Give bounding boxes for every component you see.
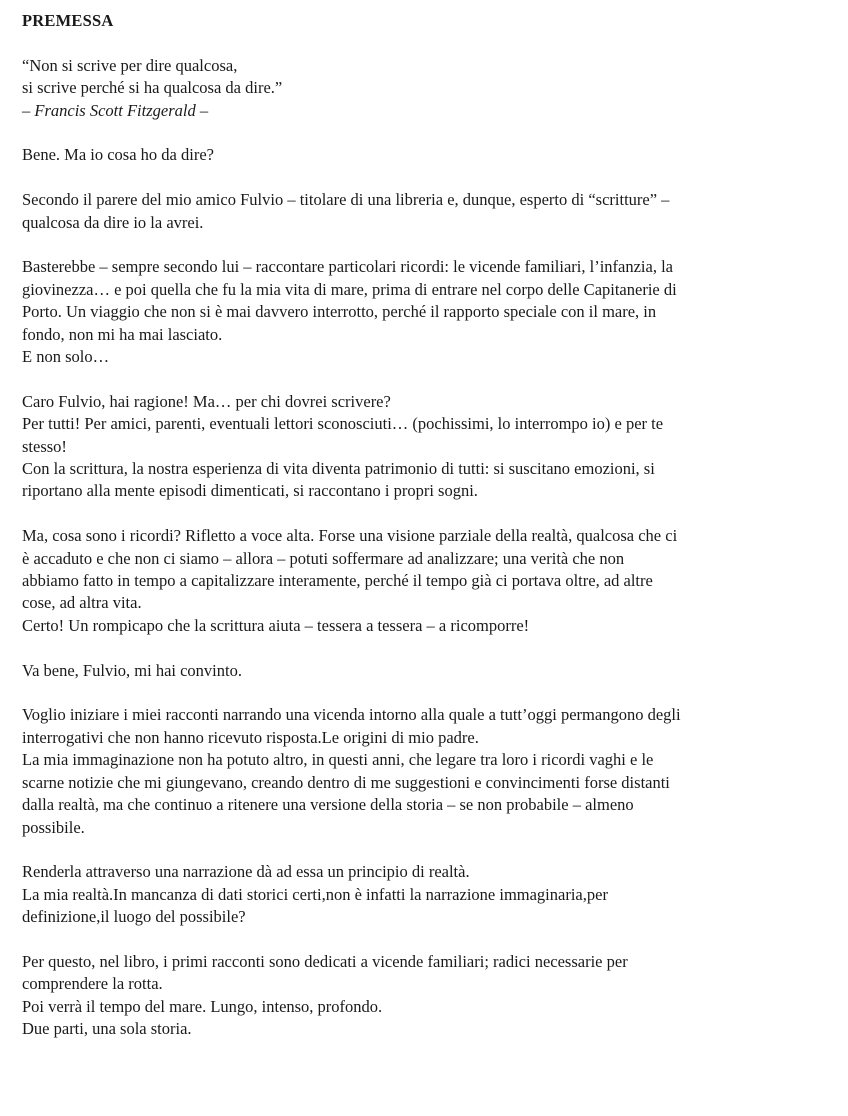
epigraph-line: “Non si scrive per dire qualcosa,: [22, 55, 238, 75]
text-line: stesso!: [22, 436, 67, 456]
text-line: Due parti, una sola storia.: [22, 1019, 192, 1039]
text-line: riportano alla mente episodi dimenticati, si raccontano i propri sogni.: [22, 481, 478, 501]
paragraph: [22, 525, 840, 637]
paragraph: [22, 144, 840, 166]
text-line: Per tutti! Per amici, parenti, eventuali lettori sconosciuti… (pochissimi, lo interrompo io) e per te: [22, 414, 664, 434]
text-line: Renderla attraverso una narrazione dà ad essa un principio di realtà.: [22, 862, 470, 882]
text-line: giovinezza… e poi quella che fu la mia vita di mare, prima di entrare nel corpo delle Capitanerie di: [22, 279, 677, 299]
text-line: Voglio iniziare i miei racconti narrando una vicenda intorno alla quale a tutt’oggi permangono degli: [22, 705, 681, 725]
text-line: possibile.: [22, 817, 85, 837]
text-line: Porto. Un viaggio che non si è mai davvero interrotto, perché il rapporto speciale con il mare, in: [22, 302, 657, 322]
body-text: [22, 144, 840, 1040]
paragraph: [22, 660, 840, 682]
paragraph: [22, 704, 840, 838]
text-line: Va bene, Fulvio, mi hai convinto.: [22, 660, 242, 680]
paragraph: [22, 189, 840, 234]
text-line: Bene. Ma io cosa ho da dire?: [22, 145, 214, 165]
text-line: Per questo, nel libro, i primi racconti sono dedicati a vicende familiari; radici necessarie per: [22, 951, 628, 971]
text-line: è accaduto e che non ci siamo – allora – potuti soffermare ad analizzare; una verità che non: [22, 548, 625, 568]
text-line: Secondo il parere del mio amico Fulvio – titolare di una libreria e, dunque, esperto di “scritture” –: [22, 190, 670, 210]
text-line: comprendere la rotta.: [22, 974, 163, 994]
text-line: Caro Fulvio, hai ragione! Ma… per chi dovrei scrivere?: [22, 391, 391, 411]
epigraph-author: – Francis Scott Fitzgerald –: [22, 100, 209, 120]
text-line: La mia immaginazione non ha potuto altro, in questi anni, che legare tra loro i ricordi vaghi e le: [22, 750, 654, 770]
section-title: PREMESSA: [22, 11, 114, 30]
text-line: E non solo…: [22, 347, 110, 367]
text-line: dalla realtà, ma che continuo a ritenere una versione della storia – se non probabile – almeno: [22, 795, 634, 815]
text-line: Ma, cosa sono i ricordi? Rifletto a voce alta. Forse una visione parziale della realtà, qualcosa che ci: [22, 526, 678, 546]
text-line: Poi verrà il tempo del mare. Lungo, intenso, profondo.: [22, 996, 383, 1016]
paragraph: [22, 256, 840, 368]
text-line: Basterebbe – sempre secondo lui – raccontare particolari ricordi: le vicende familiari, l’infanzia, la: [22, 257, 674, 277]
text-line: La mia realtà.In mancanza di dati storici certi,non è infatti la narrazione immaginaria,per: [22, 884, 608, 904]
text-line: abbiamo fatto in tempo a capitalizzare interamente, perché il tempo già ci portava oltre, ad altre: [22, 571, 653, 591]
text-line: interrogativi che non hanno ricevuto risposta.Le origini di mio padre.: [22, 727, 479, 747]
text-line: Con la scrittura, la nostra esperienza di vita diventa patrimonio di tutti: si suscitano emozioni, si: [22, 459, 655, 479]
text-line: qualcosa da dire io la avrei.: [22, 212, 204, 232]
paragraph: [22, 391, 840, 503]
text-line: definizione,il luogo del possibile?: [22, 907, 246, 927]
epigraph-line: si scrive perché si ha qualcosa da dire.”: [22, 78, 283, 98]
paragraph: [22, 861, 840, 928]
text-line: cose, ad altra vita.: [22, 593, 142, 613]
epigraph: [22, 55, 840, 122]
text-line: fondo, non mi ha mai lasciato.: [22, 324, 223, 344]
paragraph: [22, 951, 840, 1041]
text-line: Certo! Un rompicapo che la scrittura aiuta – tessera a tessera – a ricomporre!: [22, 615, 530, 635]
text-line: scarne notizie che mi giungevano, creando dentro di me suggestioni e convincimenti forse distanti: [22, 772, 670, 792]
